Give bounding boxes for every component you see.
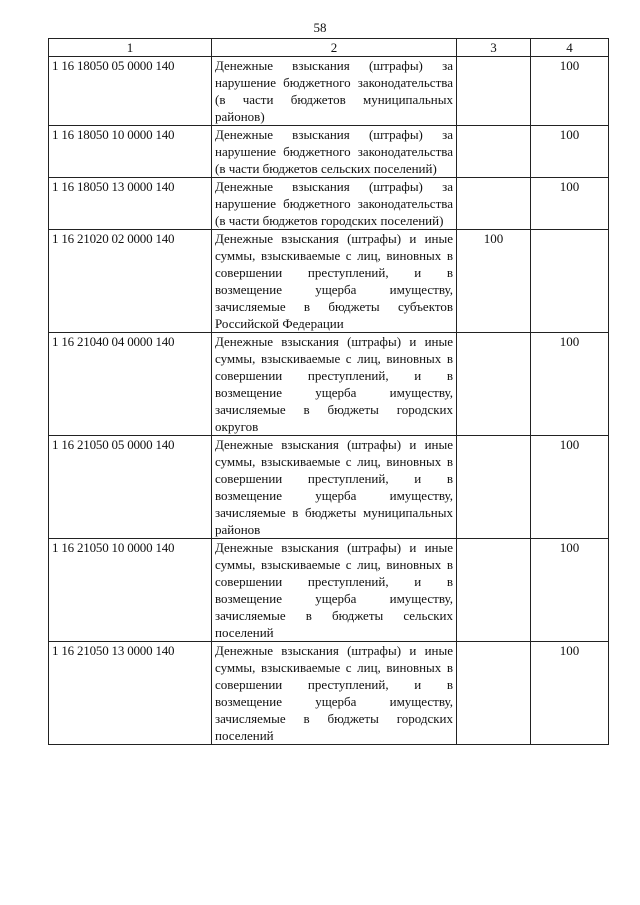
header-row: [49, 39, 609, 57]
value-col-3: [457, 642, 531, 745]
value-col-4: 100: [531, 436, 609, 539]
income-description: Денежные взыскания (штрафы) и иные суммы, взыскиваемые с лиц, виновных в совершении преступлений, и в возмещение ущерба имуществу, зачисляемые в бюджеты сельских поселений: [212, 539, 457, 642]
income-description: Денежные взыскания (штрафы) за нарушение бюджетного законодательства (в части бюджетов муниципальных районов): [212, 57, 457, 126]
income-code: 1 16 18050 10 0000 140: [49, 126, 212, 178]
table-row: [49, 178, 609, 230]
income-description: Денежные взыскания (штрафы) за нарушение бюджетного законодательства (в части бюджетов сельских поселений): [212, 126, 457, 178]
table-row: [49, 230, 609, 333]
value-col-4: 100: [531, 57, 609, 126]
value-col-3: [457, 126, 531, 178]
value-col-3: [457, 436, 531, 539]
header-col-4: 4: [531, 39, 609, 57]
value-col-4: 100: [531, 642, 609, 745]
value-col-4: 100: [531, 178, 609, 230]
table-row: [49, 57, 609, 126]
income-code: 1 16 21020 02 0000 140: [49, 230, 212, 333]
value-col-3: [457, 178, 531, 230]
value-col-3: [457, 57, 531, 126]
income-code: 1 16 21050 10 0000 140: [49, 539, 212, 642]
income-description: Денежные взыскания (штрафы) и иные суммы, взыскиваемые с лиц, виновных в совершении преступлений, и в возмещение ущерба имуществу, зачисляемые в бюджеты субъектов Российской Федерации: [212, 230, 457, 333]
header-col-3: 3: [457, 39, 531, 57]
income-code: 1 16 18050 05 0000 140: [49, 57, 212, 126]
income-description: Денежные взыскания (штрафы) и иные суммы, взыскиваемые с лиц, виновных в совершении преступлений, и в возмещение ущерба имуществу, зачисляемые в бюджеты городских поселений: [212, 642, 457, 745]
page-number: 58: [313, 20, 327, 35]
table-row: [49, 333, 609, 436]
income-description: Денежные взыскания (штрафы) за нарушение бюджетного законодательства (в части бюджетов городских поселений): [212, 178, 457, 230]
income-code: 1 16 21040 04 0000 140: [49, 333, 212, 436]
value-col-4: 100: [531, 126, 609, 178]
budget-table: [48, 38, 609, 745]
table-row: [49, 539, 609, 642]
value-col-4: 100: [531, 333, 609, 436]
table-row: [49, 126, 609, 178]
income-code: 1 16 18050 13 0000 140: [49, 178, 212, 230]
table-row: [49, 642, 609, 745]
header-col-2: 2: [212, 39, 457, 57]
table-row: [49, 436, 609, 539]
value-col-4: 100: [531, 539, 609, 642]
value-col-4: [531, 230, 609, 333]
income-code: 1 16 21050 13 0000 140: [49, 642, 212, 745]
header-col-1: 1: [49, 39, 212, 57]
income-description: Денежные взыскания (штрафы) и иные суммы, взыскиваемые с лиц, виновных в совершении преступлений, и в возмещение ущерба имуществу, зачисляемые в бюджеты муниципальных районов: [212, 436, 457, 539]
income-description: Денежные взыскания (штрафы) и иные суммы, взыскиваемые с лиц, виновных в совершении преступлений, и в возмещение ущерба имуществу, зачисляемые в бюджеты городских округов: [212, 333, 457, 436]
value-col-3: [457, 333, 531, 436]
value-col-3: [457, 539, 531, 642]
value-col-3: 100: [457, 230, 531, 333]
income-code: 1 16 21050 05 0000 140: [49, 436, 212, 539]
